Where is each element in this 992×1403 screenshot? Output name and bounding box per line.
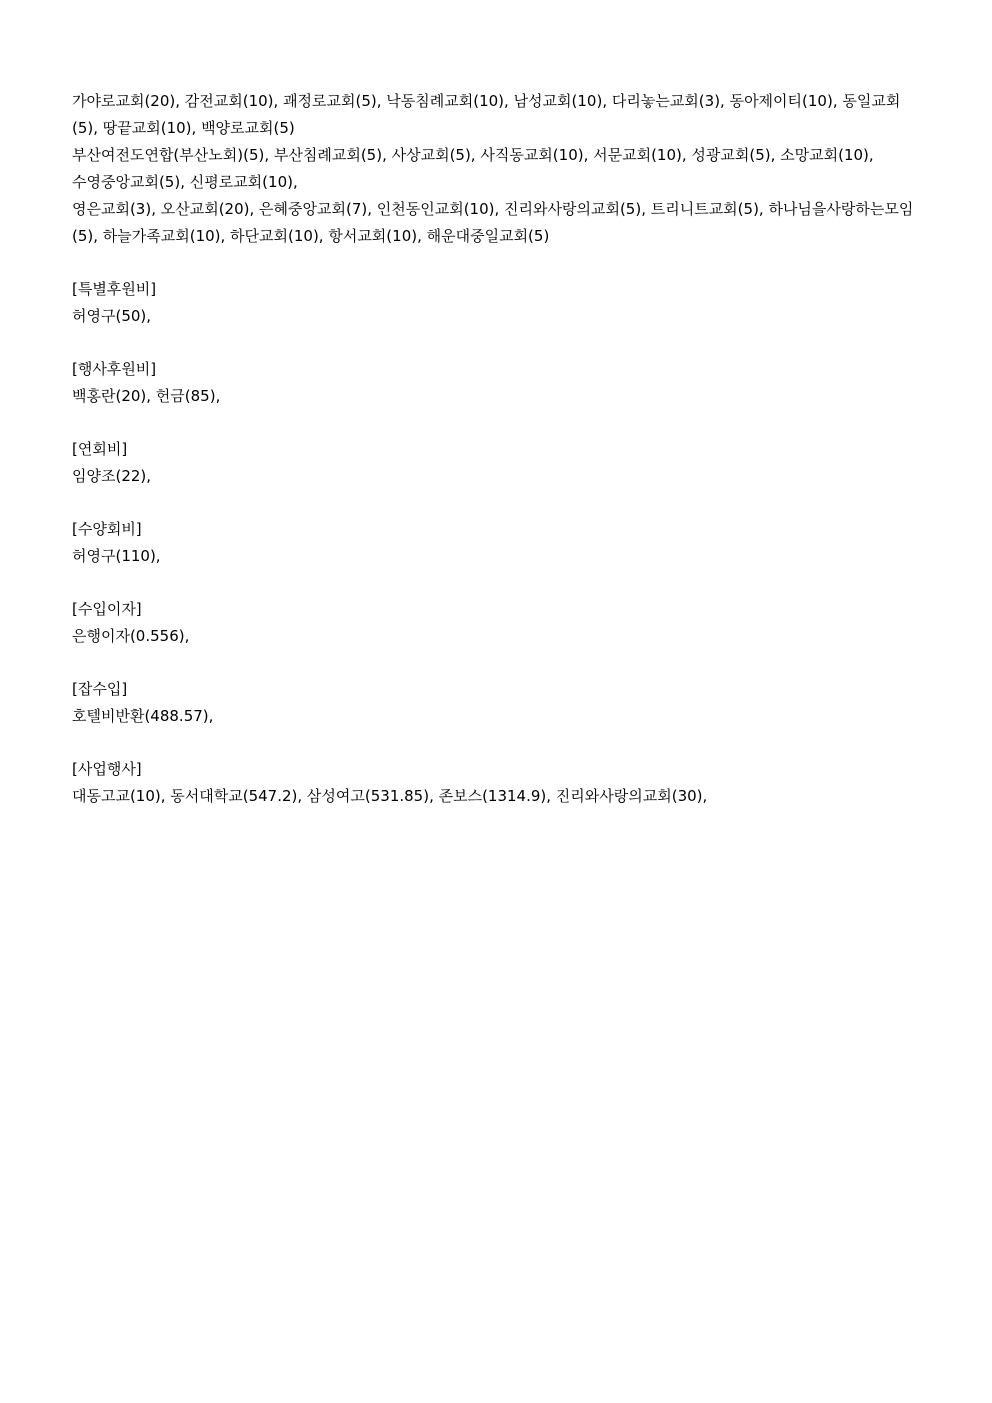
section-heading: [수양회비] <box>72 520 142 538</box>
section-heading: [잡수입] <box>72 680 128 698</box>
section-heading: [연회비] <box>72 440 128 458</box>
section-entries: 임양조(22), <box>72 467 152 485</box>
section-business-events <box>72 756 924 810</box>
section-annual-fee <box>72 436 924 490</box>
document-page <box>72 88 924 810</box>
section-heading: [특별후원비] <box>72 280 157 298</box>
section-heading: [사업행사] <box>72 760 142 778</box>
section-misc-income <box>72 676 924 730</box>
donor-list-paragraph: 가야로교회(20), 감전교회(10), 괘정로교회(5), 낙동침례교회(10), 남성교회(10), 다리놓는교회(3), 동아제이티(10), 동일교회(5), 땅끝교회(10), 백양로교회(5) <box>72 92 901 137</box>
section-entries: 백홍란(20), 헌금(85), <box>72 387 221 405</box>
section-entries: 허영구(50), <box>72 307 152 325</box>
section-heading: [수입이자] <box>72 600 142 618</box>
donor-list-paragraph: 영은교회(3), 오산교회(20), 은혜중앙교회(7), 인천동인교회(10), 진리와사랑의교회(5), 트리니트교회(5), 하나님을사랑하는모임(5), 하늘가족교회(10), 하단교회(10), 항서교회(10), 해운대중일교회(5) <box>72 200 914 245</box>
section-entries: 은행이자(0.556), <box>72 627 190 645</box>
section-event-support <box>72 356 924 410</box>
donor-list-paragraph: 부산여전도연합(부산노회)(5), 부산침례교회(5), 사상교회(5), 사직동교회(10), 서문교회(10), 성광교회(5), 소망교회(10), 수영중앙교회(5), 신평로교회(10), <box>72 146 874 191</box>
section-entries: 대동고교(10), 동서대학교(547.2), 삼성여고(531.85), 존보스(1314.9), 진리와사랑의교회(30), <box>72 787 708 805</box>
section-special-support <box>72 276 924 330</box>
section-heading: [행사후원비] <box>72 360 157 378</box>
section-entries: 호텔비반환(488.57), <box>72 707 214 725</box>
section-entries: 허영구(110), <box>72 547 161 565</box>
section-retreat-fee <box>72 516 924 570</box>
section-interest-income <box>72 596 924 650</box>
